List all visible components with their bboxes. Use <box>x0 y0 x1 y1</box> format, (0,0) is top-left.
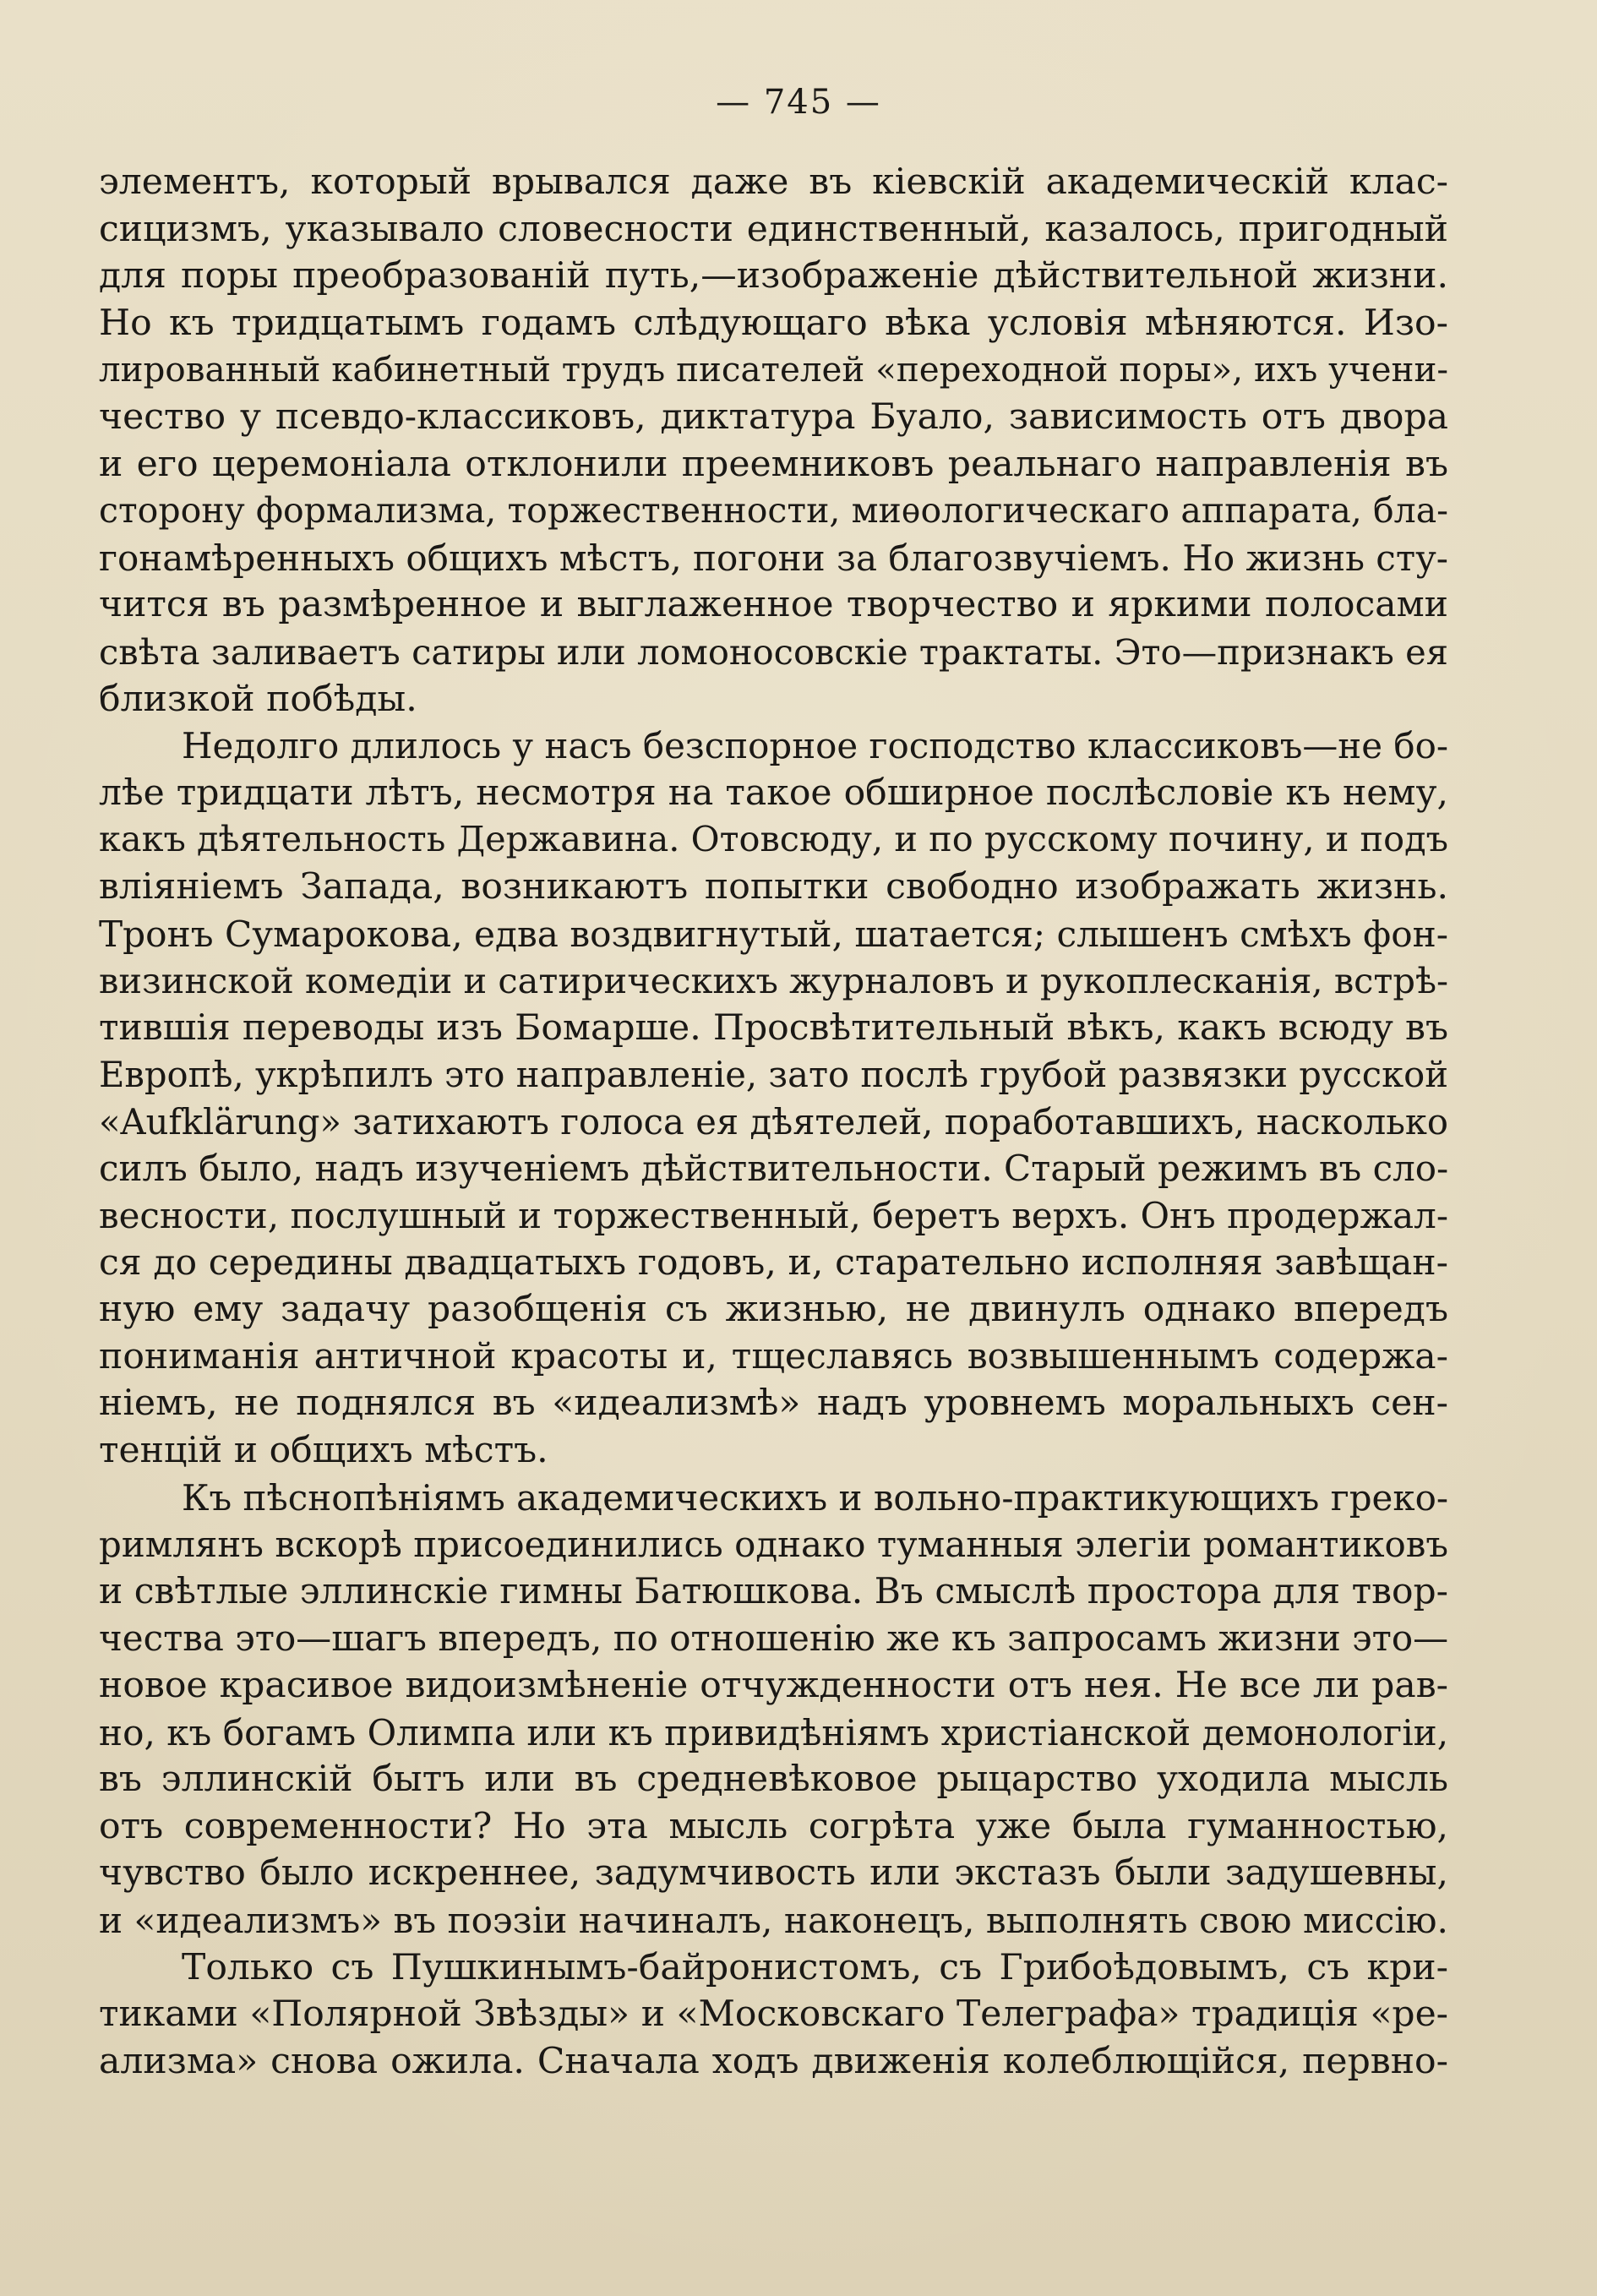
text-line: Но къ тридцатымъ годамъ слѣдующаго вѣка условія мѣняются. Изо- <box>99 302 1448 344</box>
text-line: лированный кабинетный трудъ писателей «переходной поры», ихъ учени- <box>99 350 1448 390</box>
text-line: Тронъ Сумарокова, едва воздвигнутый, шатается; слышенъ смѣхъ фон- <box>99 913 1448 955</box>
text-line: ніемъ, не поднялся въ «идеализмѣ» надъ уровнемъ моральныхъ сен- <box>99 1383 1448 1425</box>
text-line: свѣта заливаетъ сатиры или ломоносовскіе трактаты. Это—признакъ ея <box>99 630 1448 673</box>
text-line: Недолго длилось у насъ безспорное господство классиковъ—не бо- <box>182 725 1448 767</box>
text-line: и «идеализмъ» въ поэзіи начиналъ, наконецъ, выполнять свою миссію. <box>99 1899 1448 1941</box>
text-line: весности, послушный и торжественный, беретъ верхъ. Онъ продержал- <box>99 1195 1448 1237</box>
text-line: тиками «Полярной Звѣзды» и «Московскаго Телеграфа» традиція «ре- <box>99 1993 1448 2036</box>
text-line: отъ современности? Но эта мысль согрѣта уже была гуманностью, <box>99 1805 1448 1847</box>
text-line: Европѣ, укрѣпилъ это направленіе, зато послѣ грубой развязки русской <box>99 1054 1448 1096</box>
text-line: тенцій и общихъ мѣстъ. <box>99 1430 548 1472</box>
text-line: сицизмъ, указывало словесности единственный, казалось, пригодный <box>99 208 1448 250</box>
page-number: — 745 — <box>716 83 881 122</box>
text-line: элементъ, который врывался даже въ кіевскій академическій клас- <box>99 161 1448 203</box>
text-line: Къ пѣснопѣніямъ академическихъ и вольно-практикующихъ греко- <box>182 1476 1448 1519</box>
text-line: въ эллинскій бытъ или въ средневѣковое рыцарство уходила мысль <box>99 1759 1448 1801</box>
text-line: римлянъ вскорѣ присоединились однако туманныя элегіи романтиковъ <box>99 1524 1448 1566</box>
paragraph <box>99 723 1448 1475</box>
text-line: чество у псевдо-классиковъ, диктатура Буало, зависимость отъ двора <box>99 395 1448 438</box>
text-line: визинской комедіи и сатирическихъ журналовъ и рукоплесканія, встрѣ- <box>99 960 1448 1002</box>
text-line: «Aufklärung» затихаютъ голоса ея дѣятелей, поработавшихъ, насколько <box>99 1100 1448 1143</box>
text-line: гонамѣренныхъ общихъ мѣстъ, погони за благозвучіемъ. Но жизнь сту- <box>99 537 1448 579</box>
text-line: но, къ богамъ Олимпа или къ привидѣніямъ христіанской демонологіи, <box>99 1711 1449 1753</box>
text-line: ся до середины двадцатыхъ годовъ, и, старательно исполняя завѣщан- <box>99 1241 1448 1284</box>
text-line: и свѣтлые эллинскіе гимны Батюшкова. Въ смыслѣ простора для твор- <box>99 1570 1448 1612</box>
text-line: пониманія античной красоты и, тщеславясь возвышеннымъ содержа- <box>99 1335 1448 1377</box>
text-line: чувство было искреннее, задумчивость или экстазъ были задушевны, <box>99 1852 1448 1895</box>
text-line: какъ дѣятельность Державина. Отовсюду, и по русскому почину, и подъ <box>99 819 1448 860</box>
text-line: вліяніемъ Запада, возникаютъ попытки свободно изображать жизнь. <box>99 865 1448 908</box>
paragraph <box>99 1944 1448 2086</box>
text-line: для поры преобразованій путь,—изображеніе дѣйствительной жизни. <box>99 255 1448 297</box>
text-line: силъ было, надъ изученіемъ дѣйствительности. Старый режимъ въ сло- <box>99 1148 1449 1190</box>
text-line: Только съ Пушкинымъ-байронистомъ, съ Грибоѣдовымъ, съ кри- <box>182 1946 1448 1988</box>
body-text <box>99 159 1448 2085</box>
text-line: сторону формализма, торжественности, миѳологическаго аппарата, бла- <box>99 490 1448 532</box>
paragraph <box>99 1475 1448 1944</box>
text-line: чества это—шагъ впередъ, по отношенію же къ запросамъ жизни это— <box>99 1617 1449 1660</box>
text-line: чится въ размѣренное и выглаженное творчество и яркими полосами <box>99 584 1448 626</box>
text-line: новое красивое видоизмѣненіе отчужденности отъ нея. Не все ли рав- <box>99 1665 1448 1706</box>
text-line: близкой побѣды. <box>99 678 417 720</box>
paragraph <box>99 159 1448 723</box>
text-line: ализма» снова ожила. Сначала ходъ движенія колеблющійся, первно- <box>99 2040 1448 2082</box>
text-line: тившія переводы изъ Бомарше. Просвѣтительный вѣкъ, какъ всюду въ <box>99 1006 1448 1049</box>
text-line: и его церемоніала отклонили преемниковъ реальнаго направленія въ <box>99 443 1448 485</box>
text-line: ную ему задачу разобщенія съ жизнью, не двинулъ однако впередъ <box>99 1289 1448 1331</box>
text-line: лѣе тридцати лѣтъ, несмотря на такое обширное послѣсловіе къ нему, <box>99 772 1448 814</box>
